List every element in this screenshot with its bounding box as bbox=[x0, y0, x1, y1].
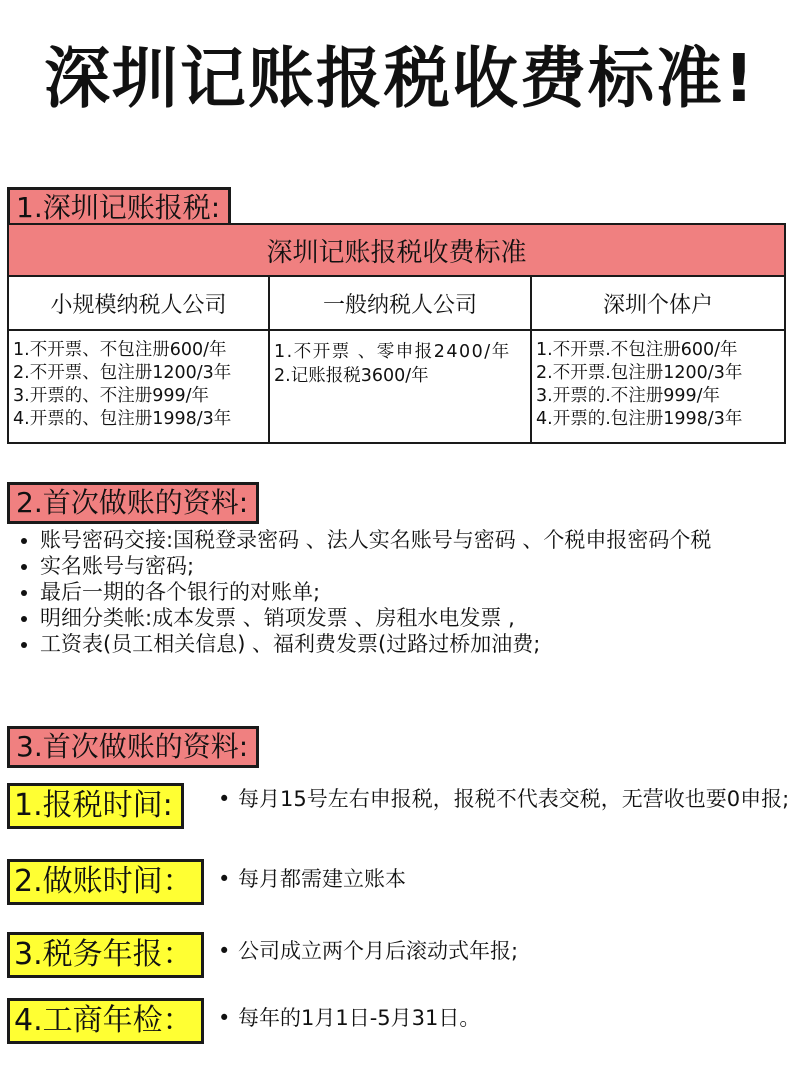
bookkeeping-time-label: 2.做账时间： bbox=[7, 859, 204, 905]
bookkeeping-time-text: • 每月都需建立账本 bbox=[218, 865, 800, 894]
price-line: 2.不开票.包注册1200/3年 bbox=[536, 363, 743, 383]
fee-table bbox=[7, 223, 786, 444]
price-line: 4.开票的.包注册1998/3年 bbox=[536, 409, 743, 429]
annual-tax-report-label: 3.税务年报： bbox=[7, 932, 204, 978]
section1-label: 1.深圳记账报税: bbox=[7, 187, 231, 229]
annual-inspection-text: • 每年的1月1日-5月31日。 bbox=[218, 1004, 800, 1033]
price-line: 1.不开票 、零申报2400/年 bbox=[274, 342, 511, 362]
cell-individual-business bbox=[531, 330, 785, 443]
annual-inspection-label: 4.工商年检： bbox=[7, 998, 204, 1044]
price-line: 1.不开票、不包注册600/年 bbox=[13, 340, 227, 360]
page-title: 深圳记账报税收费标准! bbox=[43, 40, 757, 117]
price-line: 3.开票的.不注册999/年 bbox=[536, 386, 721, 406]
column-header-individual-business: 深圳个体户 bbox=[531, 276, 785, 330]
column-header-general-taxpayer: 一般纳税人公司 bbox=[269, 276, 531, 330]
price-line: 2.记账报税3600/年 bbox=[274, 366, 429, 386]
cell-general-taxpayer bbox=[269, 330, 531, 443]
list-item: • 最后一期的各个银行的对账单; bbox=[40, 579, 800, 605]
tax-filing-time-text: • 每月15号左右申报税，报税不代表交税，无营收也要0申报; bbox=[218, 785, 800, 814]
materials-list bbox=[14, 527, 800, 657]
annual-tax-report-text: • 公司成立两个月后滚动式年报; bbox=[218, 937, 800, 966]
fee-table-title: 深圳记账报税收费标准 bbox=[8, 224, 785, 276]
tax-filing-time-label: 1.报税时间: bbox=[7, 783, 184, 829]
column-header-small-taxpayer: 小规模纳税人公司 bbox=[8, 276, 269, 330]
price-line: 4.开票的、包注册1998/3年 bbox=[13, 409, 232, 429]
list-item: • 账号密码交接:国税登录密码 、法人实名账号与密码 、个税申报密码个税 bbox=[40, 527, 800, 553]
price-line: 3.开票的、不注册999/年 bbox=[13, 386, 209, 406]
list-item: • 工资表(员工相关信息) 、福利费发票(过路过桥加油费; bbox=[40, 631, 800, 657]
list-item: • 实名账号与密码; bbox=[40, 553, 800, 579]
price-line: 1.不开票.不包注册600/年 bbox=[536, 340, 738, 360]
list-item: • 明细分类帐:成本发票 、销项发票 、房租水电发票 , bbox=[40, 605, 800, 631]
cell-small-taxpayer bbox=[8, 330, 269, 443]
section2-label: 2.首次做账的资料: bbox=[7, 482, 259, 524]
section3-label: 3.首次做账的资料: bbox=[7, 726, 259, 768]
price-line: 2.不开票、包注册1200/3年 bbox=[13, 363, 232, 383]
